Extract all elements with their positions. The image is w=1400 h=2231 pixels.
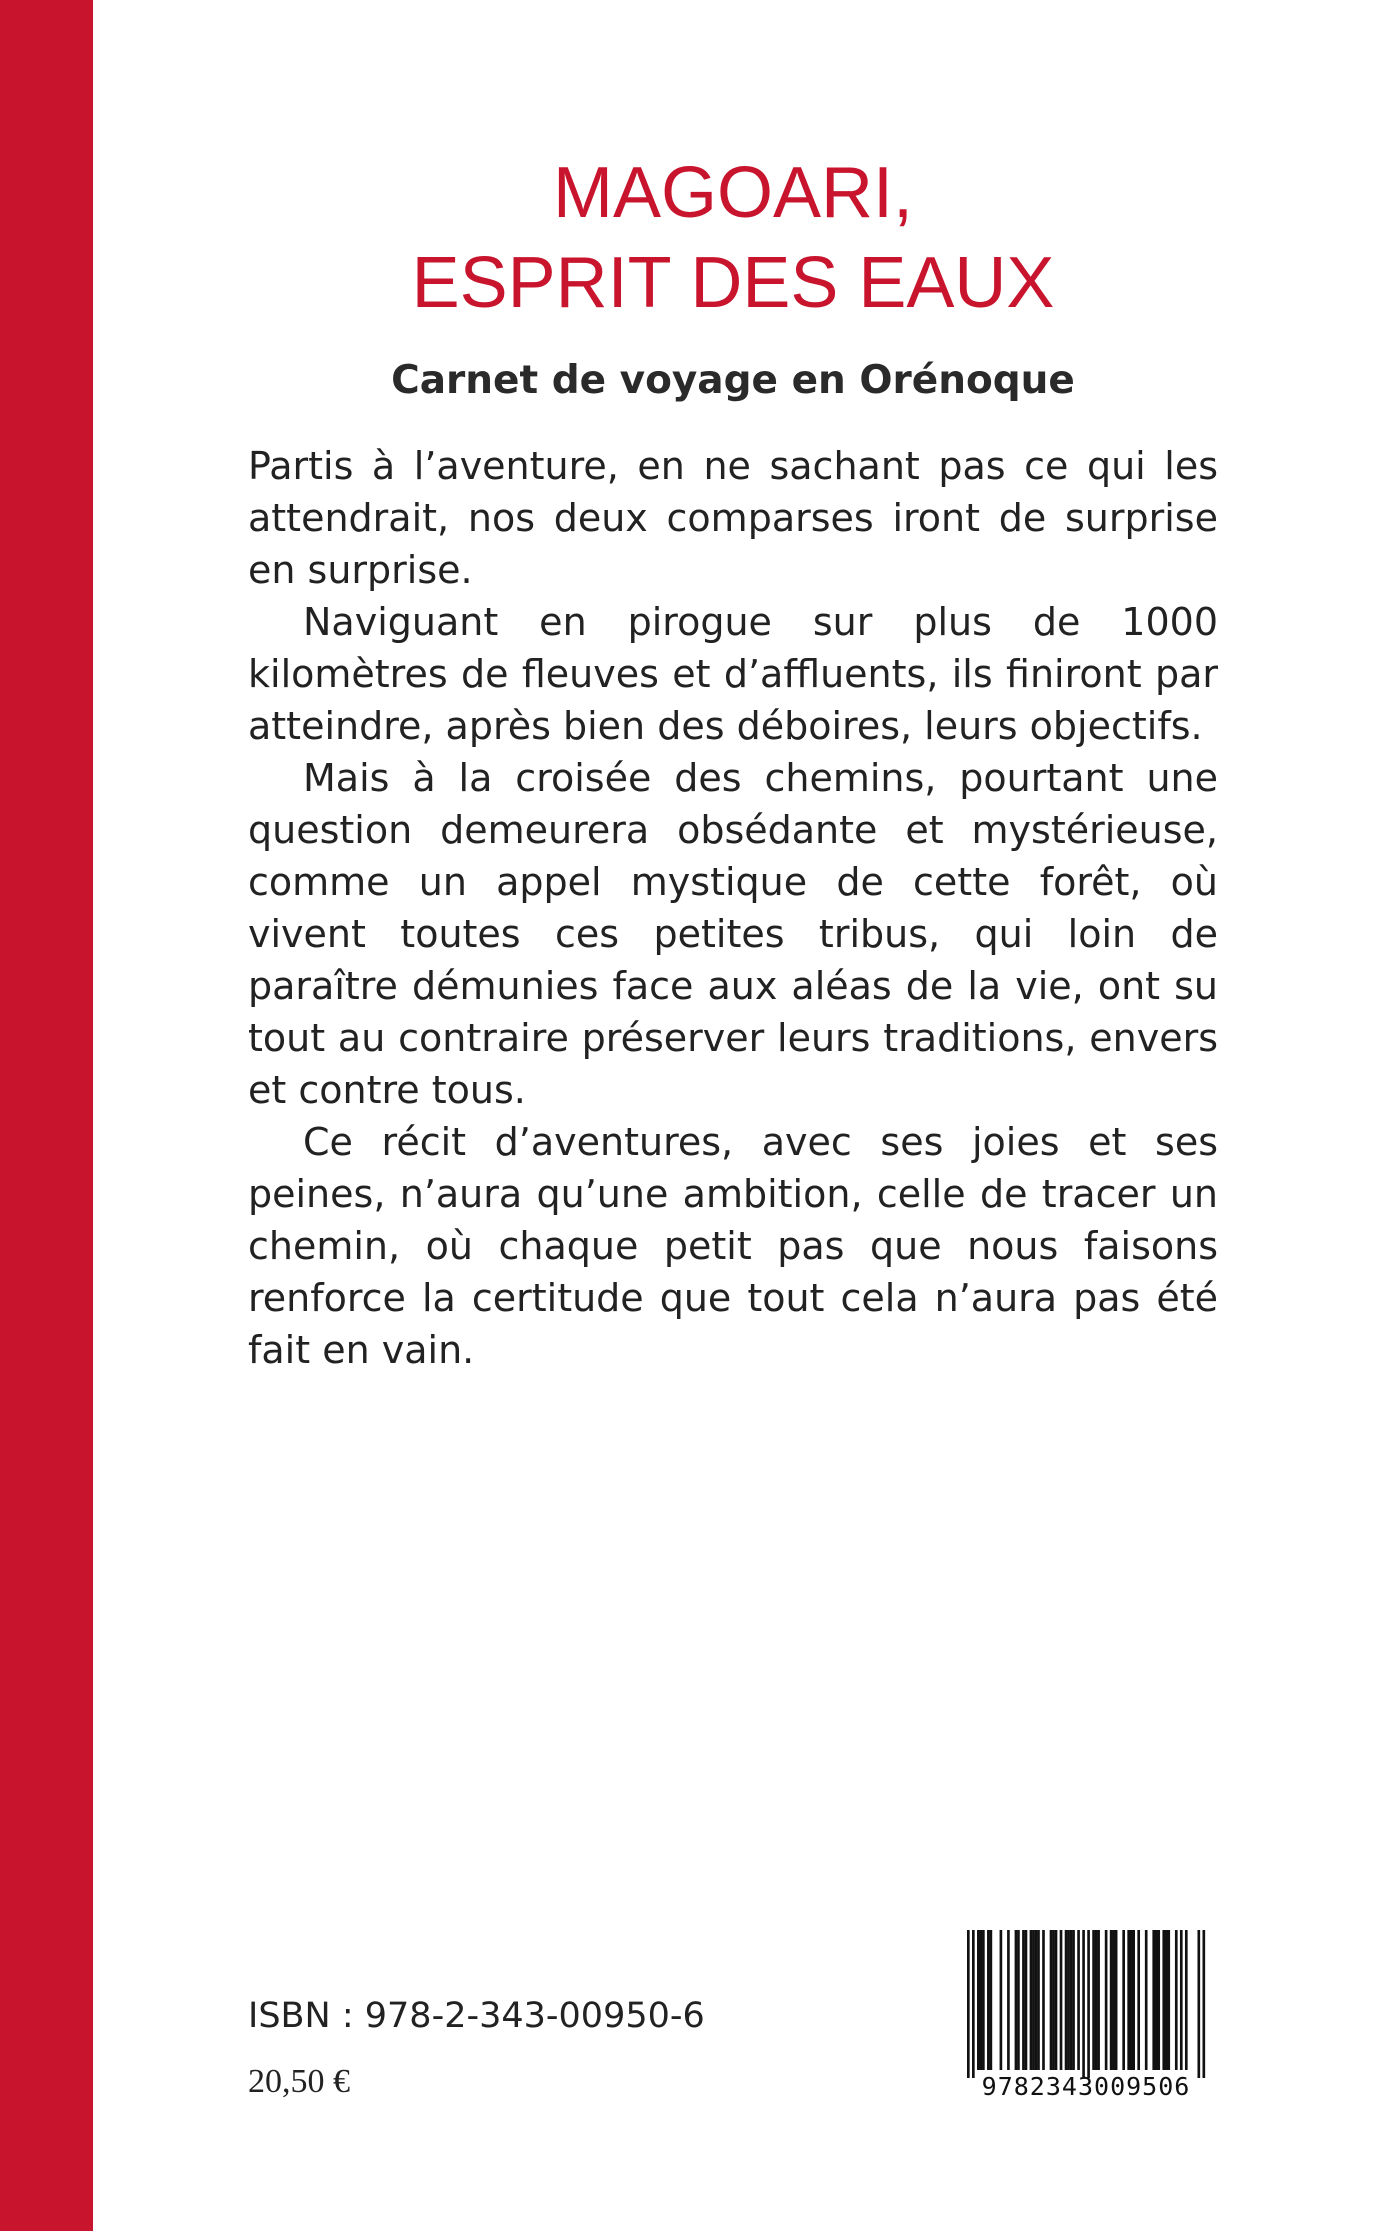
barcode-bar: [982, 1930, 985, 2070]
barcode-bar: [1087, 1930, 1090, 2078]
isbn-text: ISBN : 978-2-343-00950-6: [248, 1996, 705, 2036]
barcode-bar: [1145, 1930, 1148, 2070]
red-side-band: [0, 0, 93, 2231]
book-subtitle: Carnet de voyage en Orénoque: [391, 358, 1075, 403]
title-block: [248, 148, 1218, 403]
barcode-bars: [955, 1928, 1217, 2078]
barcode-bar: [1032, 1930, 1035, 2070]
barcode-bar: [1095, 1930, 1098, 2070]
barcode-bar: [1115, 1930, 1118, 2070]
barcode-bar: [1060, 1930, 1063, 2070]
barcode-bar: [1180, 1930, 1183, 2070]
barcode-bar: [1155, 1930, 1158, 2070]
barcode-bar: [1167, 1930, 1170, 2070]
barcode-bar: [1007, 1930, 1010, 2070]
barcode-bar: [1132, 1930, 1135, 2070]
barcode-bar: [1070, 1930, 1073, 2070]
barcode-bar: [1105, 1930, 1108, 2070]
barcode-bar: [1122, 1930, 1125, 2070]
blurb-paragraph: Ce récit d’aventures, avec ses joies et ses peines, n’aura qu’une ambition, celle de tracer un chemin, où chaque petit pas que nous faisons renforce la certitude que tout cela n’aura pas été fait en vain.: [248, 1120, 1218, 1372]
barcode-bar: [1082, 1930, 1085, 2078]
barcode-bar: [1110, 1930, 1113, 2070]
barcode-bar: [1202, 1930, 1205, 2078]
barcode-bar: [980, 1930, 983, 2070]
barcode-bar: [1097, 1930, 1100, 2070]
book-title-line-1: MAGOARI,: [552, 153, 914, 233]
barcode-bar: [1065, 1930, 1068, 2070]
barcode-bar: [977, 1930, 980, 2070]
barcode-bar: [1197, 1930, 1200, 2078]
barcode-bar: [1077, 1930, 1080, 2070]
barcode-bar: [1137, 1930, 1140, 2070]
barcode-bar: [1152, 1930, 1155, 2070]
barcode-bar: [1185, 1930, 1188, 2070]
barcode-bar: [1055, 1930, 1058, 2070]
barcode-bar: [1042, 1930, 1045, 2070]
barcode: [955, 1928, 1217, 2103]
barcode-bar: [972, 1930, 975, 2078]
barcode-bar: [1130, 1930, 1133, 2070]
barcode-bar: [987, 1930, 990, 2070]
barcode-bar: [1025, 1930, 1028, 2070]
barcode-bar: [1112, 1930, 1115, 2070]
barcode-bar: [1015, 1930, 1018, 2070]
blurb-text: [248, 440, 1218, 1376]
blurb-paragraph: Partis à l’aventure, en ne sachant pas ce qui les attendrait, nos deux comparses iront de surprise en surprise.: [248, 444, 1218, 592]
barcode-bar: [1050, 1930, 1053, 2070]
barcode-bar: [1035, 1930, 1038, 2070]
barcode-bar: [1052, 1930, 1055, 2070]
barcode-bar: [1072, 1930, 1075, 2070]
barcode-bar: [1022, 1930, 1025, 2070]
barcode-bar: [1157, 1930, 1160, 2070]
barcode-bar: [1017, 1930, 1020, 2070]
barcode-number: 9782343009506: [981, 2072, 1191, 2101]
price-text: 20,50 €: [248, 2063, 350, 2100]
barcode-bar: [1092, 1930, 1095, 2070]
barcode-bar: [1067, 1930, 1070, 2070]
barcode-bar: [1127, 1930, 1130, 2070]
barcode-bar: [1000, 1930, 1003, 2070]
blurb-paragraph: Naviguant en pirogue sur plus de 1000 kilomètres de fleuves et d’affluents, ils finiront par atteindre, après bien des déboires, leurs objectifs.: [248, 600, 1218, 748]
barcode-bar: [1165, 1930, 1168, 2070]
barcode-bar: [1030, 1930, 1033, 2070]
blurb-paragraph: Mais à la croisée des chemins, pourtant une question demeurera obsédante et mystérieuse, comme un appel mystique de cette forêt, où vivent toutes ces petites tribus, qui loin de paraître démunies face aux aléas de la vie, ont su tout au contraire préserver leurs traditions, envers et contre tous.: [248, 756, 1218, 1112]
book-title-line-2: ESPRIT DES EAUX: [411, 243, 1055, 323]
barcode-bar: [967, 1930, 970, 2078]
barcode-bar: [1175, 1930, 1178, 2070]
barcode-bar: [1037, 1930, 1040, 2070]
barcode-bar: [1162, 1930, 1165, 2070]
barcode-bar: [990, 1930, 993, 2070]
